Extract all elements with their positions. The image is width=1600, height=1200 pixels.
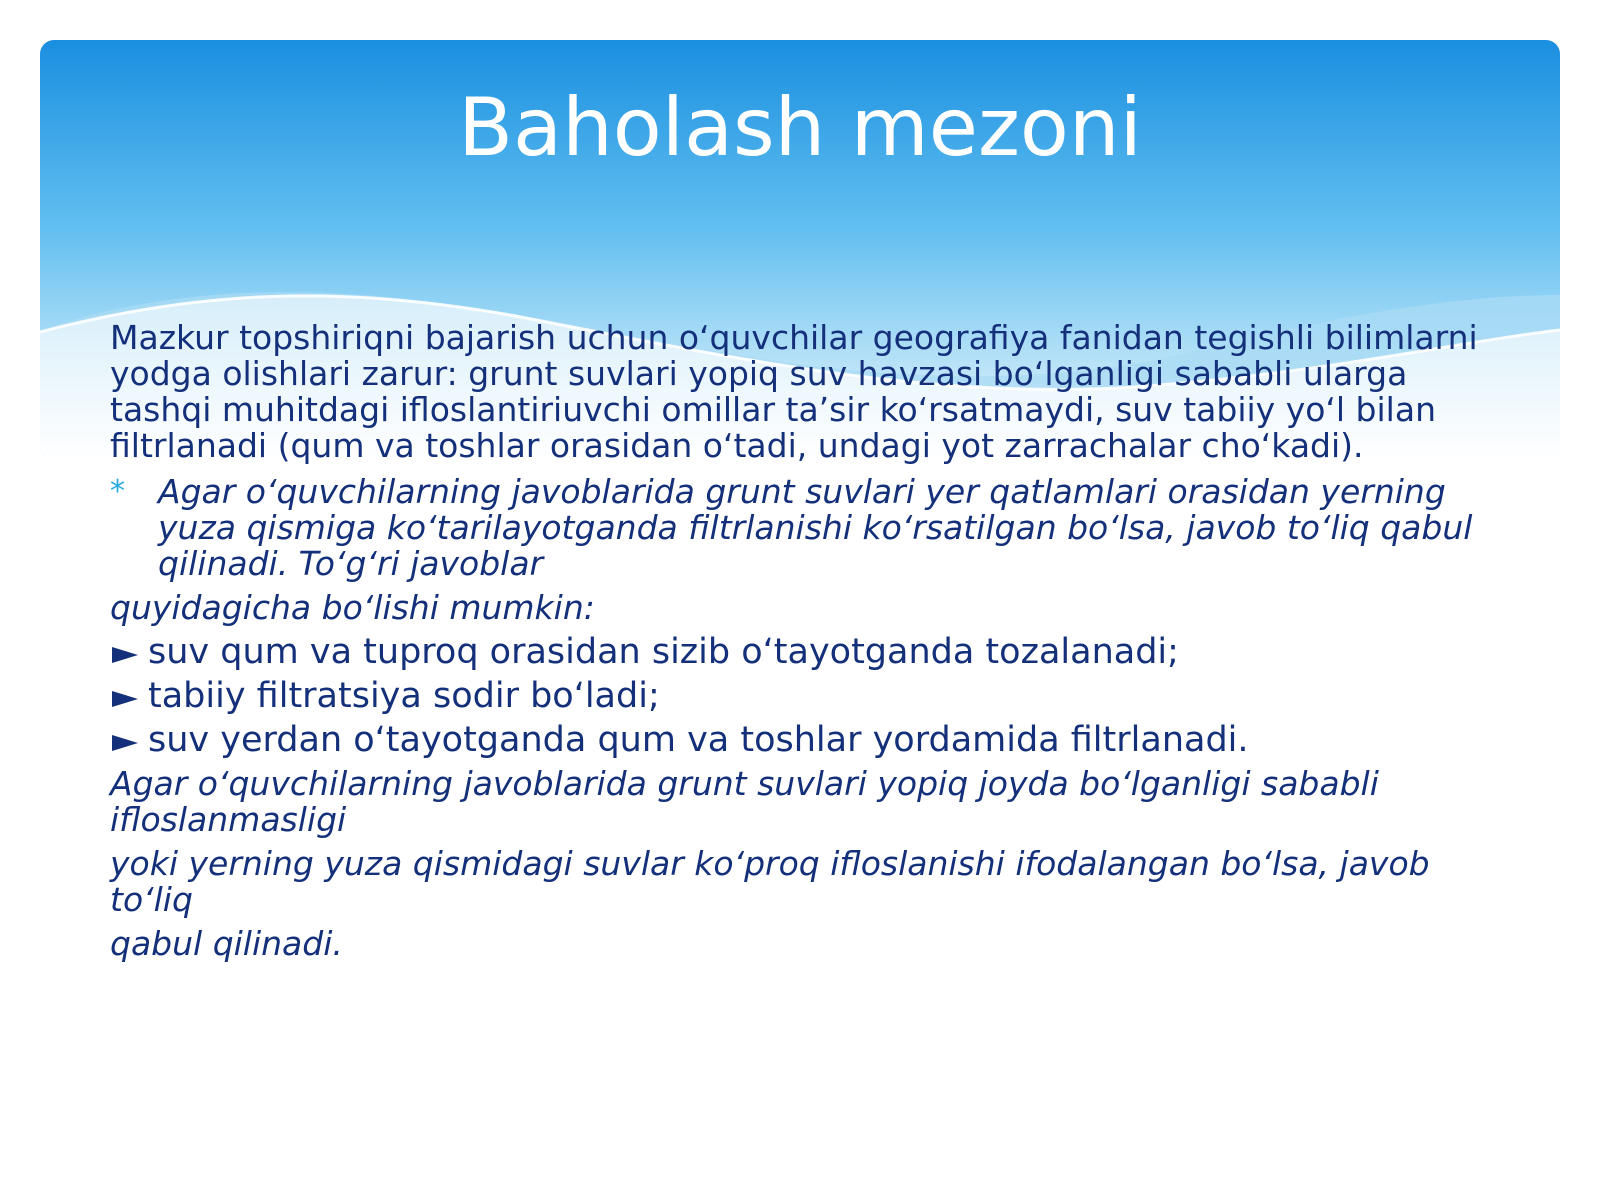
closing-paragraph bbox=[110, 766, 1510, 962]
closing-line: qabul qilinadi. bbox=[110, 924, 343, 963]
star-bullet-item bbox=[110, 474, 1510, 582]
triangle-right-icon bbox=[110, 733, 140, 753]
continuation-line: quyidagicha boʻlishi mumkin: bbox=[110, 588, 595, 627]
star-bullet-text: Agar oʻquvchilarning javoblarida grunt suvlari yer qatlamlari orasidan yerning yuza qismiga koʻtarilayotganda filtrlanishi koʻrsatilgan boʻlsa, javob toʻliq qabul qilinadi. Toʻgʻri javoblar bbox=[158, 472, 1473, 583]
slide-body bbox=[110, 320, 1510, 962]
closing-line: yoki yerning yuza qismidagi suvlar koʻproq ifloslanishi ifodalangan boʻlsa, javob toʻliq bbox=[110, 844, 1430, 919]
arrow-bullet-text: suv qum va tuproq orasidan sizib oʻtayotganda tozalanadi; bbox=[148, 632, 1179, 672]
triangle-right-icon bbox=[110, 645, 140, 665]
arrow-bullet-item bbox=[110, 634, 1510, 670]
arrow-bullet-text: suv yerdan oʻtayotganda qum va toshlar yordamida filtrlanadi. bbox=[148, 720, 1249, 760]
arrow-bullet-text: tabiiy filtratsiya sodir boʻladi; bbox=[148, 676, 660, 716]
arrow-bullet-item bbox=[110, 722, 1510, 758]
asterisk-icon: * bbox=[110, 474, 125, 509]
intro-paragraph: Mazkur topshiriqni bajarish uchun oʻquvchilar geografiya fanidan tegishli bilimlarni yodga olishlari zarur: grunt suvlari yopiq suv havzasi boʻlganligi sababli ularga tashqi muhitdagi ifloslantiriuvchi omillar taʼsir koʻrsatmaydi, suv tabiiy yoʻl bilan filtrlanadi (qum va toshlar orasidan oʻtadi, undagi yot zarrachalar choʻkadi). bbox=[110, 318, 1478, 465]
slide-title: Baholash mezoni bbox=[458, 81, 1142, 174]
closing-line: Agar oʻquvchilarning javoblarida grunt suvlari yopiq joyda boʻlganligi sababli ifloslanmasligi bbox=[110, 764, 1379, 839]
triangle-right-icon bbox=[110, 689, 140, 709]
arrow-bullet-item bbox=[110, 678, 1510, 714]
